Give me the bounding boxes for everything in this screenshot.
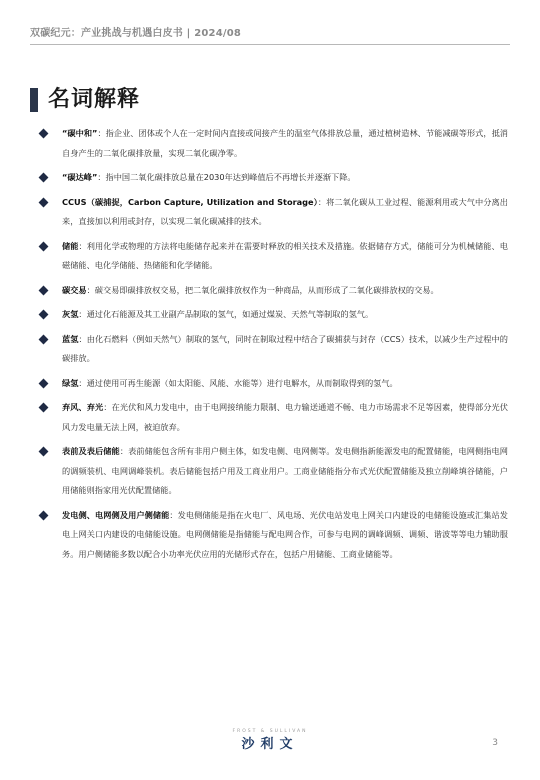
glossary-entry-text — [62, 124, 508, 163]
glossary-term: “碳中和” — [62, 128, 98, 138]
glossary-term: 弃风、弃光 — [62, 402, 104, 412]
glossary-item — [40, 442, 508, 501]
section-title-accent-bar — [30, 88, 38, 112]
glossary-definition: ：指中国二氧化碳排放总量在2030年达到峰值后不再增长并逐渐下降。 — [97, 172, 356, 182]
glossary-term: “碳达峰” — [62, 172, 98, 182]
diamond-bullet-icon — [39, 241, 49, 251]
logo-english-text: FROST & SULLIVAN — [232, 729, 308, 734]
diamond-bullet-icon — [39, 403, 49, 413]
glossary-entry-text — [62, 506, 508, 565]
diamond-bullet-icon — [39, 447, 49, 457]
glossary-term: 储能 — [62, 240, 79, 251]
glossary-definition: ：在光伏和风力发电中，由于电网接纳能力限制、电力输送通道不畅、电力市场需求不足等因素，使得部分光伏风力发电量无法上网，被迫放弃。 — [62, 402, 508, 432]
glossary-item — [40, 398, 508, 437]
page-number: 3 — [492, 738, 498, 748]
glossary-term: 蓝氢 — [62, 333, 79, 344]
glossary-term: CCUS（碳捕捉，Carbon Capture, Utilization and Storage） — [62, 196, 318, 207]
glossary-item — [40, 124, 508, 163]
document-header-title: 双碳纪元：产业挑战与机遇白皮书 | 2024/08 — [30, 28, 242, 39]
glossary-term: 碳交易 — [62, 284, 87, 295]
glossary-definition: ：表前储能包含所有非用户侧主体，如发电侧、电网侧等。发电侧指新能源发电的配置储能，电网侧指电网的调频装机、电网调峰装机。表后储能包括户用及工商业用户。工商业储能指分布式光伏配置储能及独立削峰填谷储能，户用储能则指家用光伏配置储能。 — [62, 446, 508, 495]
diamond-bullet-icon — [39, 510, 49, 520]
glossary-term: 灰氢 — [62, 309, 79, 319]
glossary-definition: ：由化石燃料（例如天然气）制取的氢气，同时在制取过程中结合了碳捕获与封存（CCS）技术，以减少生产过程中的碳排放。 — [62, 333, 508, 363]
glossary-entry-text — [62, 442, 508, 501]
glossary-definition: ：通过使用可再生能源（如太阳能、风能、水能等）进行电解水，从而制取得到的氢气。 — [78, 377, 398, 388]
glossary-entry-text — [62, 398, 508, 437]
glossary-item — [40, 193, 508, 232]
glossary-entry-text — [62, 330, 508, 369]
glossary-definition: ：利用化学或物理的方法将电能储存起来并在需要时释放的相关技术及措施。依据储存方式，储能可分为机械储能、电磁储能、电化学储能、热储能和化学储能。 — [62, 240, 508, 270]
section-title: 名词解释 — [48, 87, 141, 112]
glossary-item — [40, 237, 508, 276]
glossary-definition: ：碳交易即碳排放权交易，把二氧化碳排放权作为一种商品，从而形成了二氧化碳排放权的交易。 — [86, 284, 439, 295]
glossary-list — [40, 124, 508, 569]
diamond-bullet-icon — [39, 285, 49, 295]
diamond-bullet-icon — [39, 310, 49, 320]
glossary-entry-text — [62, 281, 508, 301]
glossary-entry-text — [62, 168, 508, 188]
diamond-bullet-icon — [39, 378, 49, 388]
logo-chinese-text: 沙利文 — [241, 737, 299, 752]
glossary-entry-text — [62, 305, 508, 325]
diamond-bullet-icon — [39, 173, 49, 183]
diamond-bullet-icon — [39, 129, 49, 139]
glossary-definition: ：指企业、团体或个人在一定时间内直接或间接产生的温室气体排放总量，通过植树造林、节能减碳等形式，抵消自身产生的二氧化碳排放量，实现二氧化碳净零。 — [62, 128, 508, 158]
diamond-bullet-icon — [39, 197, 49, 207]
glossary-entry-text — [62, 193, 508, 232]
glossary-item — [40, 305, 508, 325]
glossary-entry-text — [62, 237, 508, 276]
glossary-term: 绿氢 — [62, 377, 79, 388]
glossary-definition: ：通过化石能源及其工业副产品制取的氢气，如通过煤炭、天然气等制取的氢气。 — [78, 309, 374, 319]
glossary-item — [40, 374, 508, 394]
glossary-item — [40, 281, 508, 301]
diamond-bullet-icon — [39, 334, 49, 344]
header-divider — [30, 44, 510, 45]
glossary-term: 发电侧、电网侧及用户侧储能 — [62, 509, 170, 520]
glossary-item — [40, 168, 508, 188]
glossary-definition: ：发电侧储能是指在火电厂、风电场、光伏电站发电上网关口内建设的电储能设施或汇集站发电上网关口内建设的电储能设施。电网侧储能是指储能与配电网合作，可参与电网的调峰调频、调频、谐波等等电力辅助服务。用户侧储能多数以配合小功率光伏应用的光储形式存在，包括户用储能、工商业储能等。 — [62, 509, 508, 559]
frost-sullivan-logo — [0, 728, 540, 754]
glossary-item — [40, 506, 508, 565]
glossary-term: 表前及表后储能 — [62, 446, 120, 456]
glossary-item — [40, 330, 508, 369]
glossary-entry-text — [62, 374, 508, 394]
glossary-definition: ：将二氧化碳从工业过程、能源利用或大气中分离出来，直接加以利用或封存，以实现二氧化碳减排的技术。 — [62, 196, 508, 226]
